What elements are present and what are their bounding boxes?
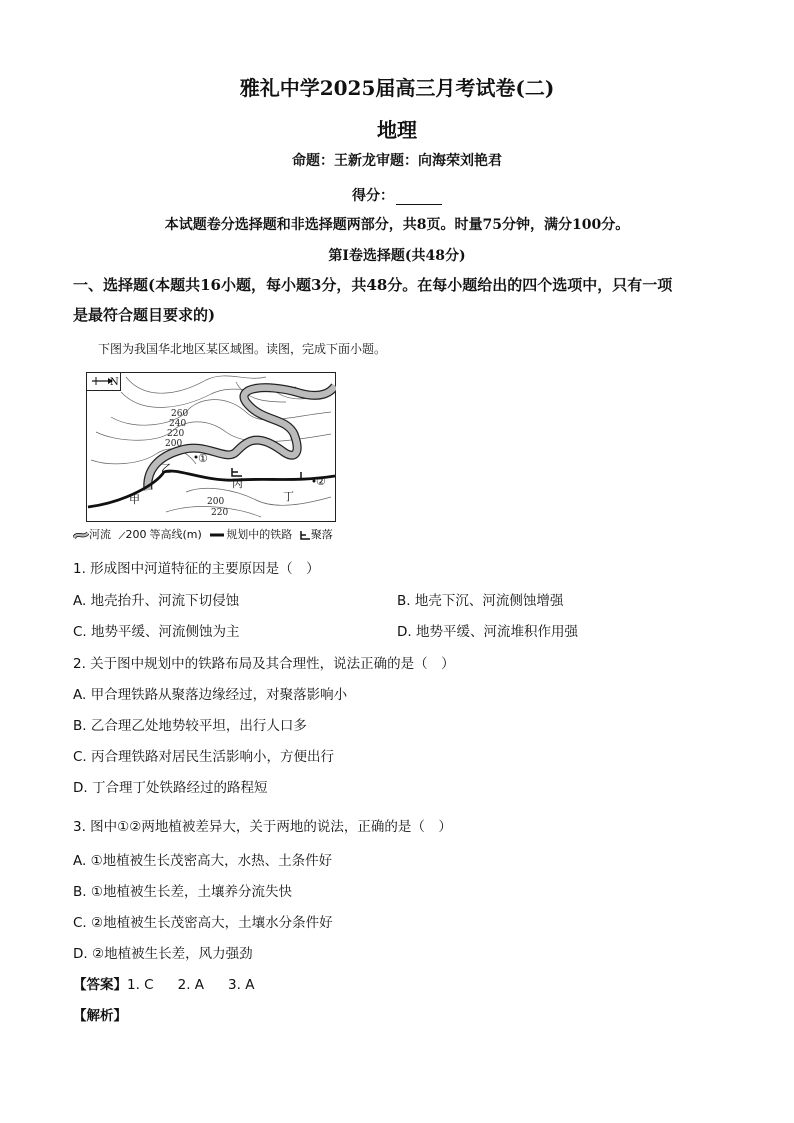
question-1-option-a: A. 地壳抬升、河流下切侵蚀 [73, 593, 240, 609]
contour-label-1: 260 [171, 409, 189, 419]
railway-legend-icon [208, 530, 226, 540]
legend-contour-value: 200 [125, 528, 147, 541]
authors-line: 命题：王新龙审题：向海荣刘艳君 [292, 153, 502, 169]
map-legend [73, 526, 336, 542]
answer-2: 2. A [177, 977, 205, 993]
legend-river: 河流 [89, 528, 111, 541]
contour-label-4: 200 [165, 439, 183, 449]
map-svg [86, 372, 336, 522]
answer-3: 3. A [228, 977, 255, 993]
question-1-option-c: C. 地势平缓、河流侧蚀为主 [73, 624, 240, 640]
answer-label: 【答案】 [73, 977, 127, 993]
question-3-option-d: D. ②地植被生长差，风力强劲 [73, 946, 253, 962]
section-heading-line2: 是最符合题目要求的) [73, 306, 216, 324]
place-yi: 乙 [161, 462, 172, 475]
question-1-stem: 1. 形成图中河道特征的主要原因是（ ） [73, 561, 320, 577]
subject-title: 地理 [377, 118, 417, 142]
analysis-label: 【解析】 [73, 1008, 127, 1024]
contour-label-6: 220 [211, 508, 229, 518]
answer-line [73, 973, 254, 993]
score-label: 得分： [352, 188, 394, 204]
place-bing: 丙 [232, 477, 243, 490]
question-2-stem: 2. 关于图中规划中的铁路布局及其合理性，说法正确的是（ ） [73, 656, 455, 672]
answer-1: 1. C [127, 977, 154, 993]
question-1-option-b: B. 地壳下沉、河流侧蚀增强 [397, 593, 564, 609]
question-3-option-a: A. ①地植被生长茂密高大，水热、土条件好 [73, 853, 333, 869]
score-blank [396, 190, 442, 205]
section-heading-line1: 一、选择题(本题共16小题，每小题3分，共48分。在每小题给出的四个选项中，只有一项 [73, 276, 673, 294]
point-2-marker [313, 480, 316, 483]
question-3-option-c: C. ②地植被生长茂密高大，土壤水分条件好 [73, 915, 333, 931]
point-1-marker [195, 456, 198, 459]
question-3-option-b: B. ①地植被生长差，土壤养分流失快 [73, 884, 292, 900]
question-2-option-d: D. 丁合理丁处铁路经过的路程短 [73, 780, 268, 796]
exam-info: 本试题卷分选择题和非选择题两部分，共8页。时量75分钟，满分100分。 [164, 217, 630, 233]
contour-label-5: 200 [207, 497, 225, 507]
question-2-option-b: B. 乙合理乙处地势较平坦，出行人口多 [73, 718, 307, 734]
legend-contour: 等高线(m) [149, 528, 202, 541]
river-legend-icon [73, 530, 89, 540]
question-intro: 下图为我国华北地区某区域图。读图，完成下面小题。 [98, 342, 387, 356]
place-jia: 甲 [129, 493, 140, 506]
legend-settlement: 聚落 [310, 528, 333, 541]
part-heading: 第Ⅰ卷选择题(共48分) [328, 248, 466, 264]
place-2: ② [316, 475, 326, 488]
place-ding: 丁 [283, 490, 294, 503]
region-map [86, 372, 336, 522]
score-line [0, 185, 794, 205]
exam-title: 雅礼中学2025届高三月考试卷(二) [239, 76, 555, 100]
north-label: N [110, 377, 119, 388]
settlement-legend-icon [299, 530, 311, 540]
legend-railway: 规划中的铁路 [226, 528, 293, 541]
question-1-option-d: D. 地势平缓、河流堆积作用强 [397, 624, 578, 640]
contour-label-3: 220 [167, 429, 185, 439]
question-2-option-a: A. 甲合理铁路从聚落边缘经过，对聚落影响小 [73, 687, 348, 703]
contour-label-2: 240 [169, 419, 187, 429]
contour-legend-icon [118, 530, 126, 540]
question-3-stem: 3. 图中①②两地植被差异大，关于两地的说法，正确的是（ ） [73, 819, 452, 835]
question-2-option-c: C. 丙合理铁路对居民生活影响小，方便出行 [73, 749, 335, 765]
place-1: ① [198, 452, 208, 465]
